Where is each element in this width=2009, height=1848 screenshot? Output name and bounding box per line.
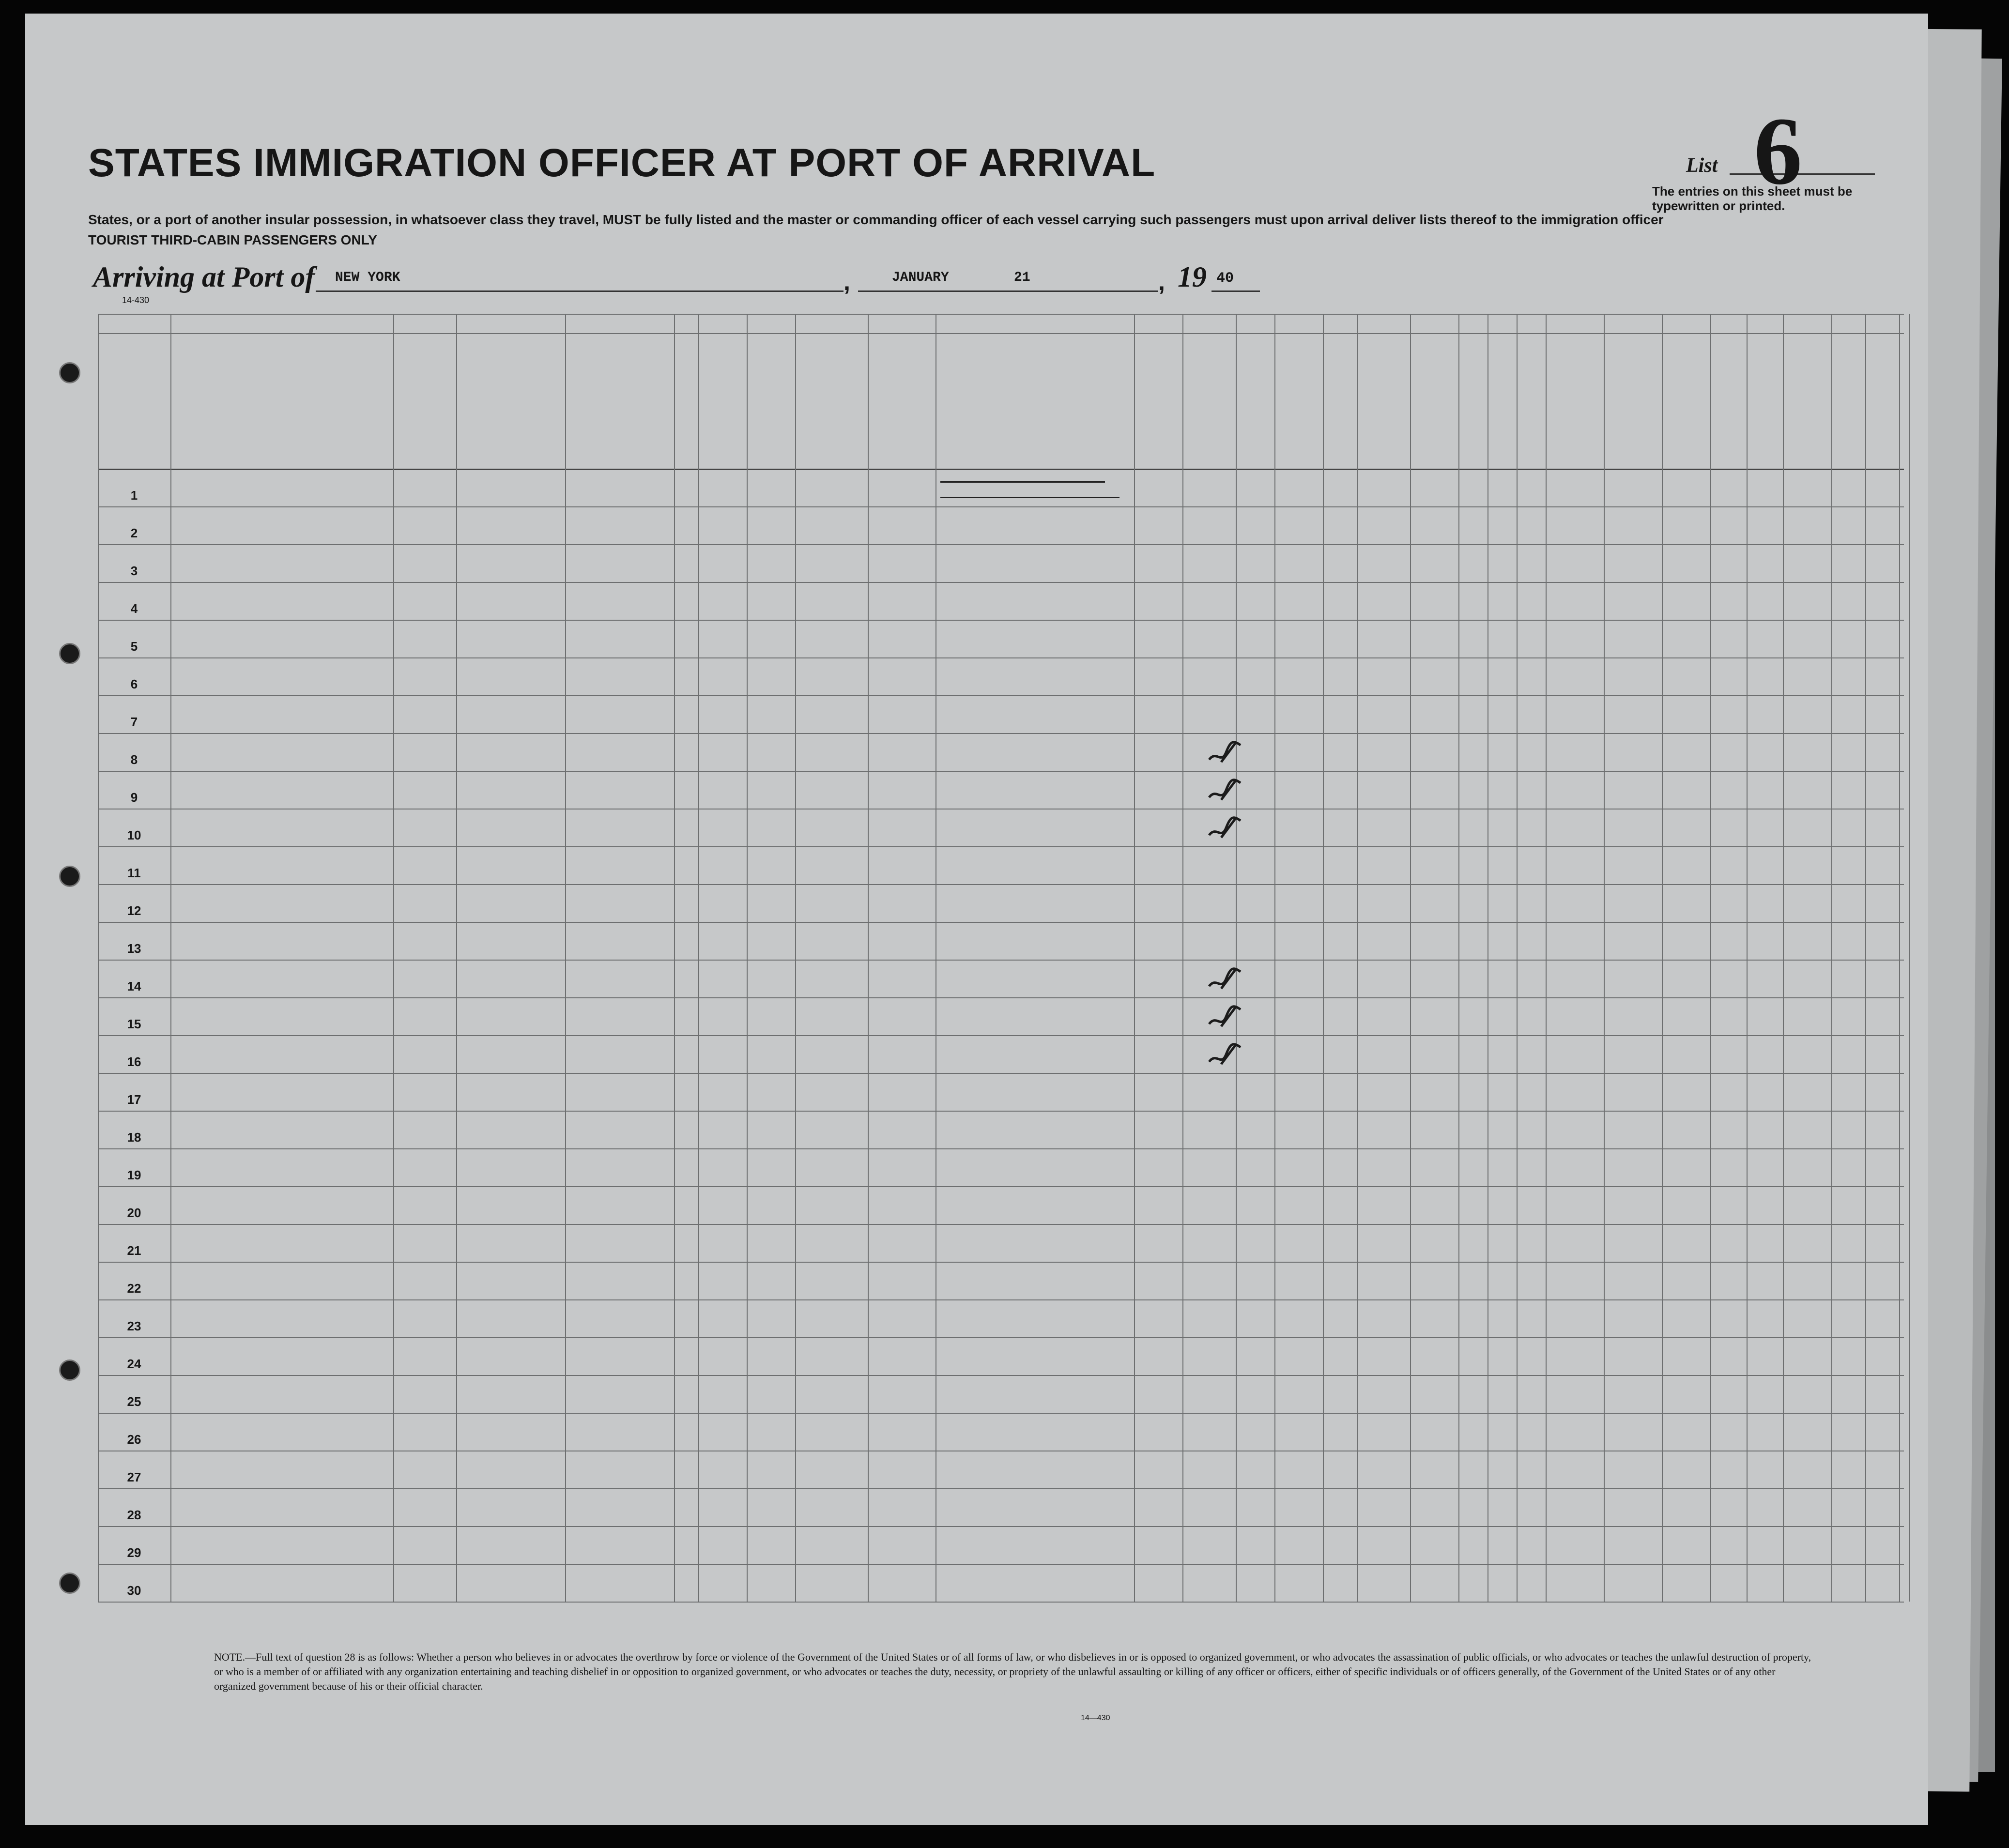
grid-line xyxy=(1410,314,1411,1602)
grid-line xyxy=(98,1413,1904,1414)
grid-line xyxy=(1831,314,1832,1602)
date-value: JANUARY 21 xyxy=(892,270,1030,285)
grid-line xyxy=(1865,314,1866,1602)
grid-line xyxy=(98,1602,1904,1603)
arriving-label: Arriving at Port of xyxy=(93,261,315,293)
row-number: 21 xyxy=(127,1243,141,1258)
binder-hole xyxy=(59,643,80,664)
binder-hole xyxy=(59,1573,80,1594)
grid-line xyxy=(1747,314,1748,1602)
row-number: 16 xyxy=(127,1054,141,1069)
year-value: 40 xyxy=(1216,270,1234,287)
row-number: 4 xyxy=(130,601,138,616)
grid-line xyxy=(98,469,1904,470)
handwritten-mark xyxy=(1207,1038,1245,1071)
handwritten-mark xyxy=(1207,811,1245,845)
grid-line xyxy=(98,771,1904,772)
grid-line xyxy=(1546,314,1547,1602)
row-number: 14 xyxy=(127,979,141,993)
row-number: 20 xyxy=(127,1206,141,1220)
grid-line xyxy=(1662,314,1663,1602)
row-number: 18 xyxy=(127,1130,141,1145)
row-number: 26 xyxy=(127,1432,141,1447)
grid-line xyxy=(1357,314,1358,1602)
grid-line xyxy=(98,1488,1904,1489)
row-number: 22 xyxy=(127,1281,141,1296)
grid-line xyxy=(98,846,1904,847)
footnote-form: 14—430 xyxy=(1081,1714,1110,1722)
grid-line xyxy=(1236,314,1237,1602)
row-number: 15 xyxy=(127,1017,141,1031)
handwritten-mark xyxy=(1207,962,1245,996)
grid-line xyxy=(98,506,1904,507)
year-line xyxy=(1212,290,1260,292)
row-number: 17 xyxy=(127,1092,141,1107)
entries-note: The entries on this sheet must be typewritten or printed. xyxy=(1652,184,1853,213)
row-number: 8 xyxy=(130,752,138,767)
grid-line xyxy=(565,314,566,1602)
grid-line xyxy=(1458,314,1459,1602)
grid-line xyxy=(98,582,1904,583)
row-number: 23 xyxy=(127,1319,141,1333)
grid-line xyxy=(98,1111,1904,1112)
grid-line xyxy=(868,314,869,1602)
row-number: 28 xyxy=(127,1508,141,1522)
row-number: 30 xyxy=(127,1583,141,1598)
grid-line xyxy=(935,314,936,1602)
grid-line xyxy=(98,314,1904,315)
grid-line xyxy=(98,1337,1904,1338)
manifest-sheet xyxy=(25,14,1928,1825)
comma: , xyxy=(1158,268,1165,295)
grid-line xyxy=(1134,314,1135,1602)
row-number: 7 xyxy=(130,715,138,729)
grid-line xyxy=(98,922,1904,923)
row-number: 25 xyxy=(127,1394,141,1409)
grid-line xyxy=(98,1375,1904,1376)
grid-line xyxy=(1899,314,1900,1602)
grid-line xyxy=(98,695,1904,696)
instructions: States, or a port of another insular possession, in whatsoever class they travel, MUST be fully listed and the master or commanding officer of each vessel carrying such passengers must upon arrival deliver lists thereof to the immigration officer xyxy=(88,212,1664,227)
grid-line xyxy=(98,1035,1904,1036)
row-number: 6 xyxy=(130,677,138,691)
handwritten-mark xyxy=(1207,1000,1245,1034)
grid-line xyxy=(1274,314,1275,1602)
row-number: 2 xyxy=(130,526,138,540)
row-number: 27 xyxy=(127,1470,141,1484)
row-number: 11 xyxy=(127,866,141,880)
row-number: 29 xyxy=(127,1545,141,1560)
class-line: TOURIST THIRD-CABIN PASSENGERS ONLY xyxy=(88,232,377,247)
grid-line xyxy=(1783,314,1784,1602)
grid-line xyxy=(1710,314,1711,1602)
grid-line xyxy=(98,1526,1904,1527)
row-number: 1 xyxy=(130,488,138,503)
grid-line xyxy=(747,314,748,1602)
row-number: 12 xyxy=(127,903,141,918)
grid-line xyxy=(795,314,796,1602)
grid-line xyxy=(1182,314,1183,1602)
row-number: 10 xyxy=(127,828,141,842)
form-number: 14-430 xyxy=(122,295,150,305)
grid-line xyxy=(698,314,699,1602)
grid-line xyxy=(1323,314,1324,1602)
grid-line xyxy=(98,960,1904,961)
strike-line xyxy=(940,481,1105,483)
binder-hole xyxy=(59,866,80,887)
row-number: 3 xyxy=(130,564,138,578)
grid-line xyxy=(1909,314,1910,1602)
footnote: NOTE.—Full text of question 28 is as follows: Whether a person who believes in or advocates the overthrow by force or violence of the Government of the United States or of all forms of law, or who disbelieves in or is opposed to organized government, or who advocates the assassination of public officials, or who advocates or teaches the unlawful destruction of property, or who is a member of or affiliated with any organization entertaining and teaching disbelief in or opposition to organized government, or who advocates or teaches the duty, necessity, or propriety of the unlawful assaulting or killing of any officer or officers, either of specific individuals or of officers generally, of the Government of the United States or of any other organized government because of his or their official character. xyxy=(214,1651,1811,1692)
page-title: STATES IMMIGRATION OFFICER AT PORT OF ARRIVAL xyxy=(88,141,1156,185)
year-prefix: 19 xyxy=(1178,261,1207,293)
grid-line xyxy=(98,1224,1904,1225)
row-number: 19 xyxy=(127,1168,141,1182)
date-line xyxy=(858,290,1158,292)
grid-line xyxy=(98,620,1904,621)
row-number: 9 xyxy=(130,790,138,805)
binder-hole xyxy=(59,362,80,383)
comma: , xyxy=(843,268,850,295)
strike-line xyxy=(940,497,1120,498)
grid-line xyxy=(98,733,1904,734)
list-line xyxy=(1730,173,1875,175)
grid-line xyxy=(393,314,394,1602)
port-value: NEW YORK xyxy=(335,270,400,285)
grid-line xyxy=(456,314,457,1602)
grid-line xyxy=(98,1262,1904,1263)
handwritten-mark xyxy=(1207,735,1245,769)
grid-line xyxy=(98,1073,1904,1074)
list-label: List xyxy=(1686,154,1718,177)
grid-line xyxy=(98,657,1904,658)
grid-line xyxy=(98,333,1904,334)
grid-line xyxy=(1604,314,1605,1602)
row-number: 5 xyxy=(130,639,138,654)
grid-line xyxy=(170,314,171,1602)
grid-line xyxy=(674,314,675,1602)
grid-line xyxy=(98,1564,1904,1565)
grid-line xyxy=(98,1299,1904,1300)
binder-hole xyxy=(59,1359,80,1381)
row-number: 13 xyxy=(127,941,141,956)
grid-line xyxy=(98,1186,1904,1187)
row-number: 24 xyxy=(127,1357,141,1371)
grid-line xyxy=(98,884,1904,885)
grid-line xyxy=(98,544,1904,545)
handwritten-mark xyxy=(1207,773,1245,807)
grid-line xyxy=(98,1148,1904,1149)
port-line xyxy=(316,290,843,292)
list-number: 6 xyxy=(1754,98,1802,205)
grid-line xyxy=(1517,314,1518,1602)
grid-line xyxy=(98,997,1904,998)
